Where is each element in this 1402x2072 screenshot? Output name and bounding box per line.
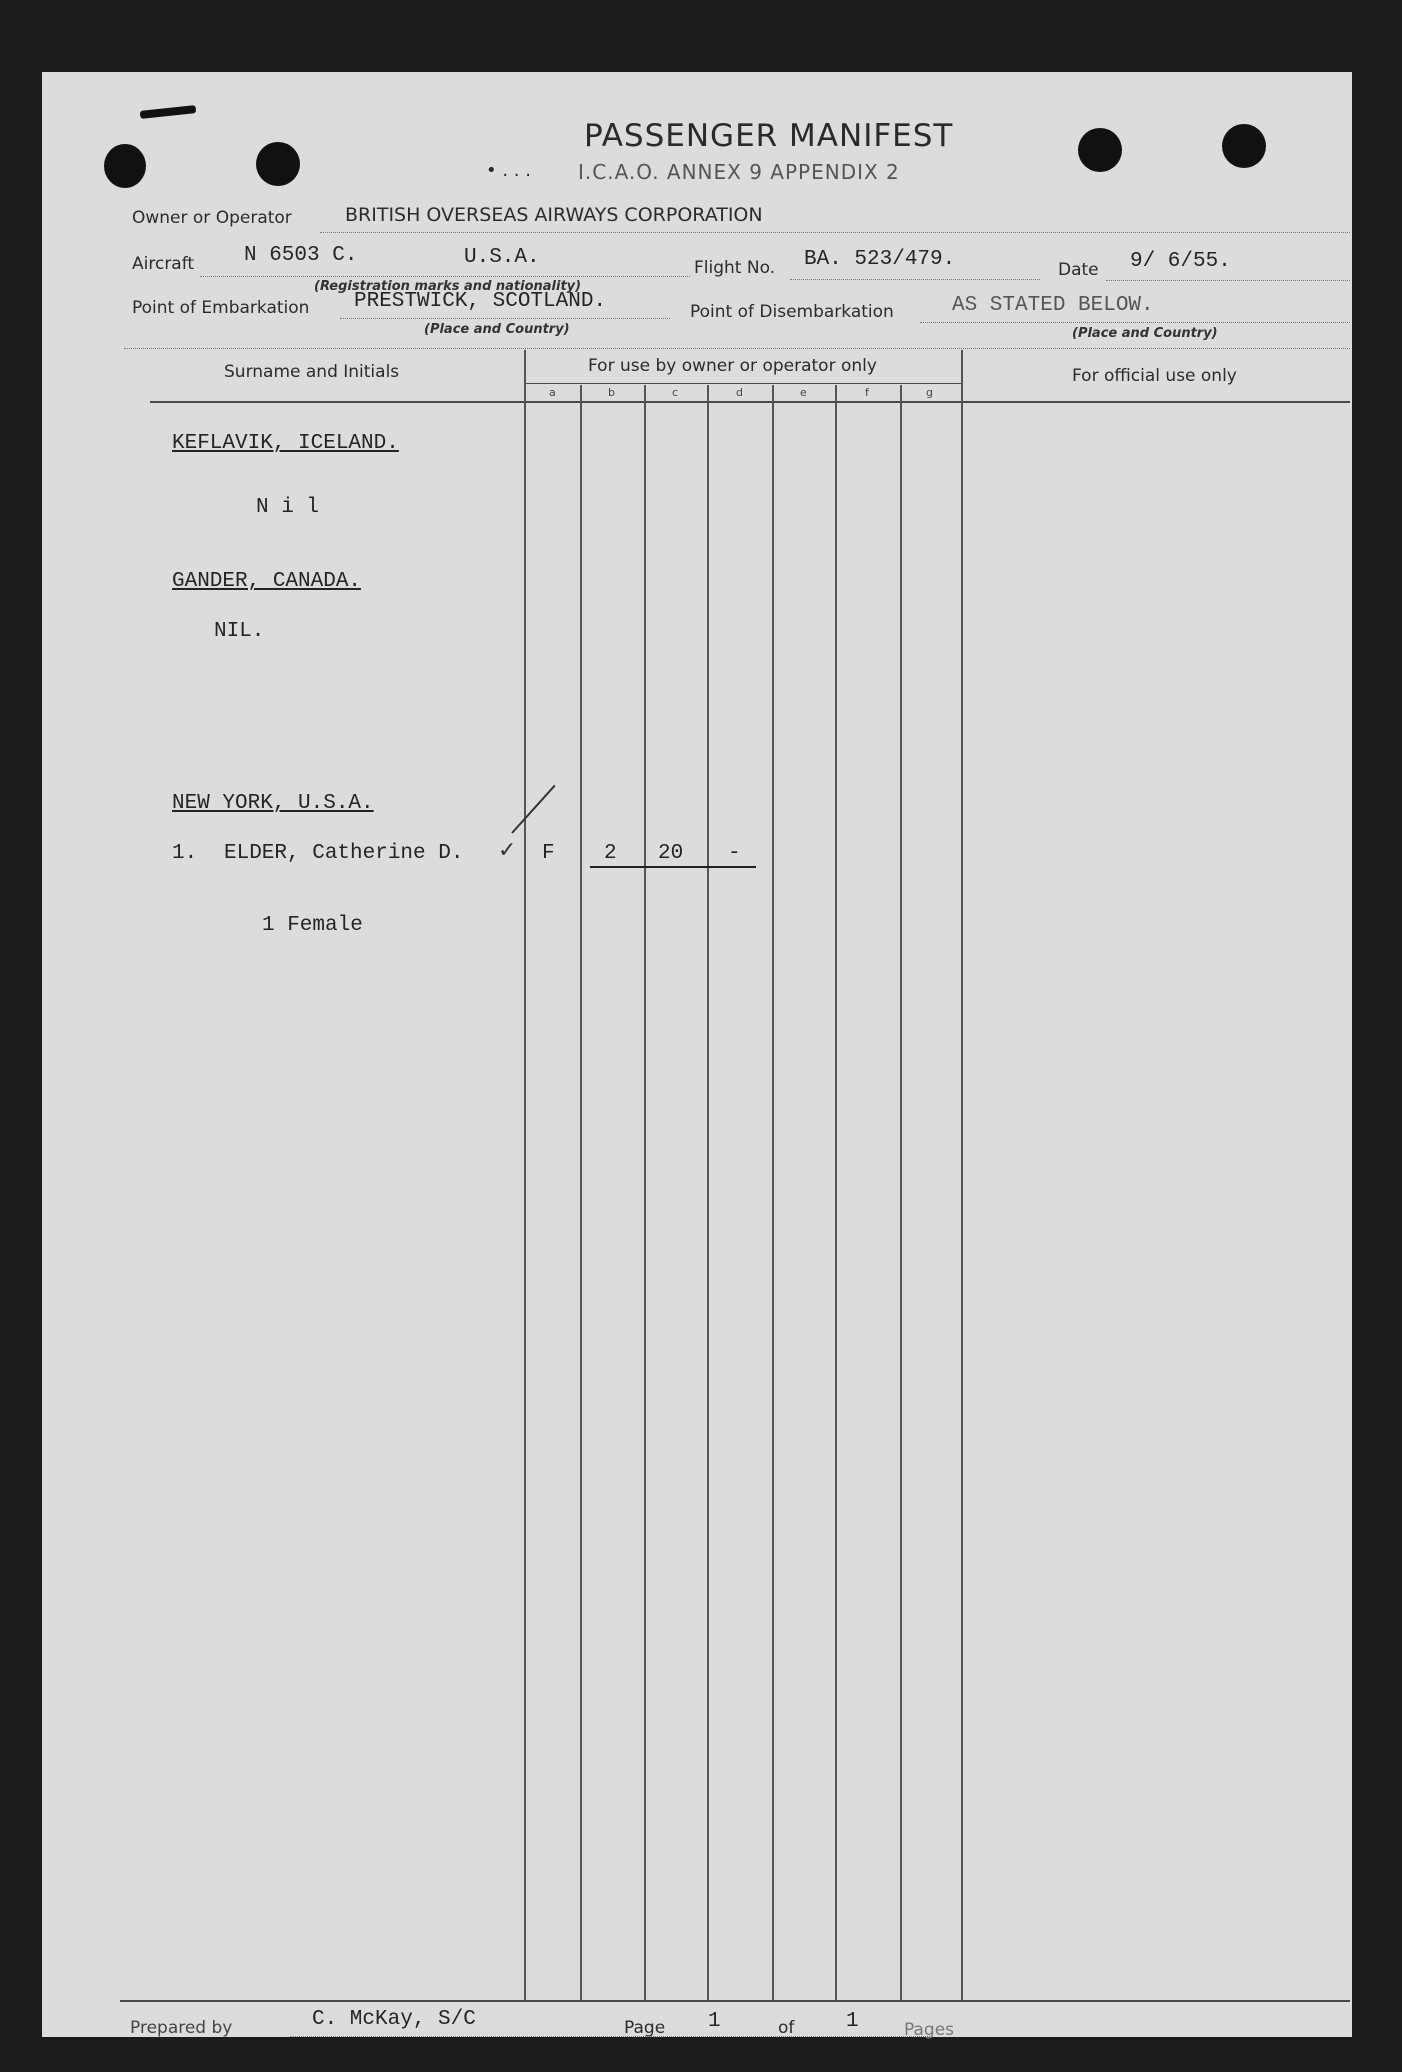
col-b-c-divider (644, 385, 646, 2000)
embarkation-value: PRESTWICK, SCOTLAND. (354, 290, 607, 313)
date-dotted-line (1106, 280, 1350, 281)
document-subtitle: I.C.A.O. ANNEX 9 APPENDIX 2 (578, 160, 900, 184)
col-a-b-divider (580, 385, 582, 2000)
subtitle-dots: • . . . (486, 160, 531, 181)
prepared-by-value: C. McKay, S/C (312, 2008, 476, 2031)
passenger-col-c: 20 (658, 842, 684, 865)
surname-column-divider (524, 350, 526, 2000)
table-top-dotted-line (124, 348, 1350, 349)
page-value: 1 (708, 2010, 721, 2033)
page-label: Page (624, 2018, 666, 2038)
punch-hole-right-2 (1222, 124, 1266, 168)
aircraft-note: (Registration marks and nationality) (314, 279, 582, 294)
document-title: PASSENGER MANIFEST (584, 118, 954, 154)
sub-col-e: e (800, 386, 807, 399)
col-c-d-divider (707, 385, 709, 2000)
table-bottom-rule (120, 2000, 1350, 2002)
embarkation-dotted-line (340, 318, 670, 319)
prepared-by-label: Prepared by (130, 2018, 233, 2038)
disembarkation-label: Point of Disembarkation (690, 302, 894, 322)
embarkation-label: Point of Embarkation (132, 298, 310, 318)
sub-col-g: g (926, 386, 933, 399)
header-owner-use: For use by owner or operator only (588, 356, 877, 376)
stop-keflavik: KEFLAVIK, ICELAND. (172, 432, 399, 455)
sub-col-f: f (865, 386, 869, 399)
passenger-values-underline (590, 866, 756, 868)
sub-col-a: a (549, 386, 556, 399)
col-e-f-divider (835, 385, 837, 2000)
sub-col-d: d (736, 386, 743, 399)
table-header-rule (150, 401, 1350, 403)
owner-label: Owner or Operator (132, 208, 292, 228)
footer-dotted-line (290, 2036, 930, 2037)
sub-col-c: c (672, 386, 679, 399)
date-value: 9/ 6/55. (1130, 250, 1231, 273)
col-f-g-divider (900, 385, 902, 2000)
of-value: 1 (846, 2010, 859, 2033)
sub-col-b: b (608, 386, 615, 399)
disembarkation-value: AS STATED BELOW. (952, 294, 1154, 317)
punch-hole-right-1 (1078, 128, 1122, 172)
owner-value: BRITISH OVERSEAS AIRWAYS CORPORATION (345, 204, 763, 226)
disembarkation-dotted-line (920, 322, 1350, 323)
disembarkation-note: (Place and Country) (1072, 326, 1218, 341)
date-label: Date (1058, 260, 1099, 280)
stop-new-york: NEW YORK, U.S.A. (172, 792, 374, 815)
stop-gander-value: NIL. (214, 620, 265, 643)
flight-label: Flight No. (694, 258, 776, 278)
stop-gander: GANDER, CANADA. (172, 570, 362, 593)
aircraft-registration: N 6503 C. (244, 244, 358, 267)
passenger-summary: 1 Female (262, 914, 363, 937)
passenger-check-mark: ✓ (498, 838, 517, 863)
aircraft-dotted-line (200, 276, 690, 277)
embarkation-note: (Place and Country) (424, 322, 570, 337)
aircraft-label: Aircraft (132, 254, 195, 274)
punch-hole-left-1 (104, 144, 146, 188)
punch-hole-left-2 (256, 142, 300, 186)
header-surname: Surname and Initials (224, 362, 400, 382)
flight-dotted-line (790, 279, 1040, 280)
pages-label: Pages (904, 2020, 955, 2040)
stop-keflavik-value: N i l (256, 496, 320, 519)
header-official-use: For official use only (1072, 366, 1237, 386)
of-label: of (778, 2018, 795, 2038)
flight-value: BA. 523/479. (804, 248, 956, 271)
col-d-e-divider (772, 385, 774, 2000)
passenger-col-d: - (728, 842, 741, 865)
owner-dotted-line (320, 232, 1350, 233)
passenger-number: 1. (172, 842, 198, 865)
passenger-col-a: F (542, 842, 555, 865)
passenger-name: ELDER, Catherine D. (224, 842, 464, 865)
official-column-divider (961, 350, 963, 2000)
subheader-rule (526, 383, 962, 384)
aircraft-nationality: U.S.A. (464, 246, 540, 269)
passenger-col-b: 2 (604, 842, 617, 865)
